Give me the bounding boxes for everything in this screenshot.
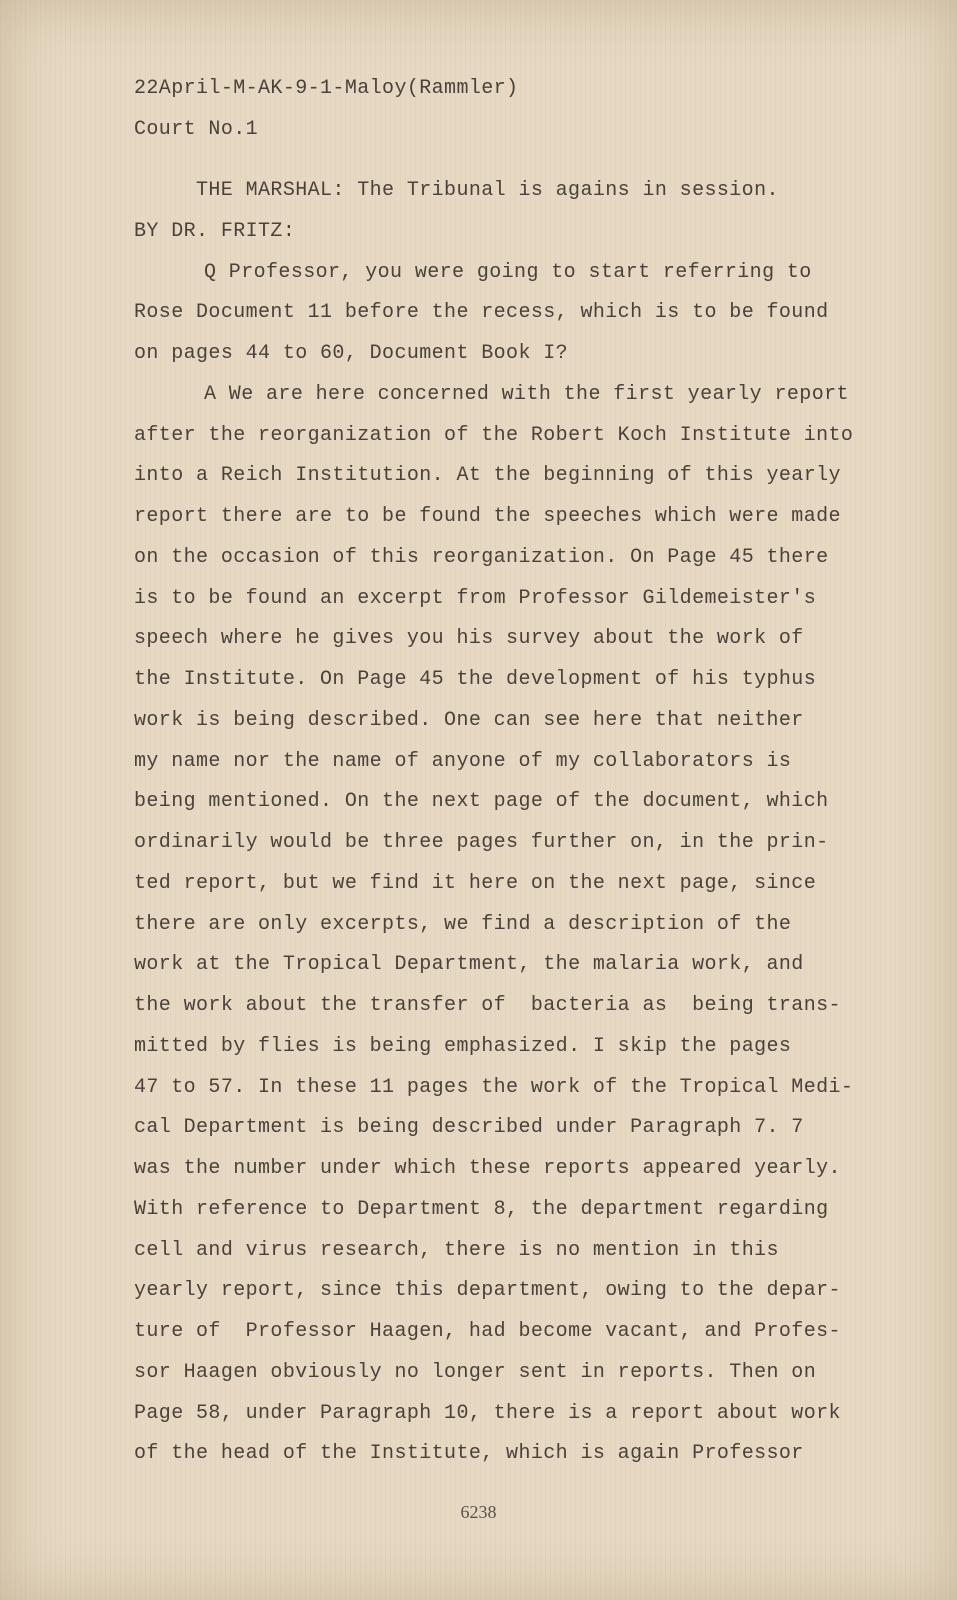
- body-line: is to be found an excerpt from Professor Gildemeister's: [134, 587, 817, 610]
- body-line: Page 58, under Paragraph 10, there is a report about work: [134, 1402, 841, 1425]
- body-line: into a Reich Institution. At the beginning of this yearly: [134, 464, 841, 487]
- body-line: Q Professor, you were going to start referring to: [204, 261, 812, 284]
- body-line: on pages 44 to 60, Document Book I?: [134, 342, 569, 365]
- body-line: ted report, but we find it here on the next page, since: [134, 872, 817, 895]
- body-line: the Institute. On Page 45 the development of his typhus: [134, 668, 817, 691]
- body-line: my name nor the name of anyone of my collaborators is: [134, 750, 792, 773]
- body-line: THE MARSHAL: The Tribunal is agains in session.: [196, 179, 779, 202]
- body-line: With reference to Department 8, the department regarding: [134, 1198, 829, 1221]
- body-line: cal Department is being described under Paragraph 7. 7: [134, 1116, 804, 1139]
- body-line: BY DR. FRITZ:: [134, 220, 296, 243]
- body-line: 47 to 57. In these 11 pages the work of the Tropical Medi-: [134, 1076, 854, 1099]
- body-line: was the number under which these reports appeared yearly.: [134, 1157, 841, 1180]
- body-line: of the head of the Institute, which is again Professor: [134, 1442, 804, 1465]
- header-court: Court No.1: [134, 118, 259, 141]
- body-line: the work about the transfer of bacteria as being trans-: [134, 994, 841, 1017]
- body-line: speech where he gives you his survey about the work of: [134, 627, 804, 650]
- body-line: there are only excerpts, we find a description of the: [134, 913, 792, 936]
- body-line: report there are to be found the speeches which were made: [134, 505, 841, 528]
- body-line: yearly report, since this department, owing to the depar-: [134, 1279, 841, 1302]
- body-line: A We are here concerned with the first yearly report: [204, 383, 849, 406]
- body-line: being mentioned. On the next page of the document, which: [134, 790, 829, 813]
- body-line: on the occasion of this reorganization. On Page 45 there: [134, 546, 829, 569]
- body-line: work at the Tropical Department, the malaria work, and: [134, 953, 804, 976]
- header-reference: 22April-M-AK-9-1-Maloy(Rammler): [134, 77, 519, 100]
- body-line: after the reorganization of the Robert Koch Institute into: [134, 424, 854, 447]
- body-line: mitted by flies is being emphasized. I skip the pages: [134, 1035, 792, 1058]
- body-line: Rose Document 11 before the recess, which is to be found: [134, 301, 829, 324]
- body-line: sor Haagen obviously no longer sent in reports. Then on: [134, 1361, 817, 1384]
- body-line: work is being described. One can see here that neither: [134, 709, 804, 732]
- page-number: 6238: [460, 1502, 497, 1522]
- body-line: cell and virus research, there is no mention in this: [134, 1239, 779, 1262]
- body-line: ture of Professor Haagen, had become vacant, and Profes-: [134, 1320, 841, 1343]
- body-line: ordinarily would be three pages further on, in the prin-: [134, 831, 829, 854]
